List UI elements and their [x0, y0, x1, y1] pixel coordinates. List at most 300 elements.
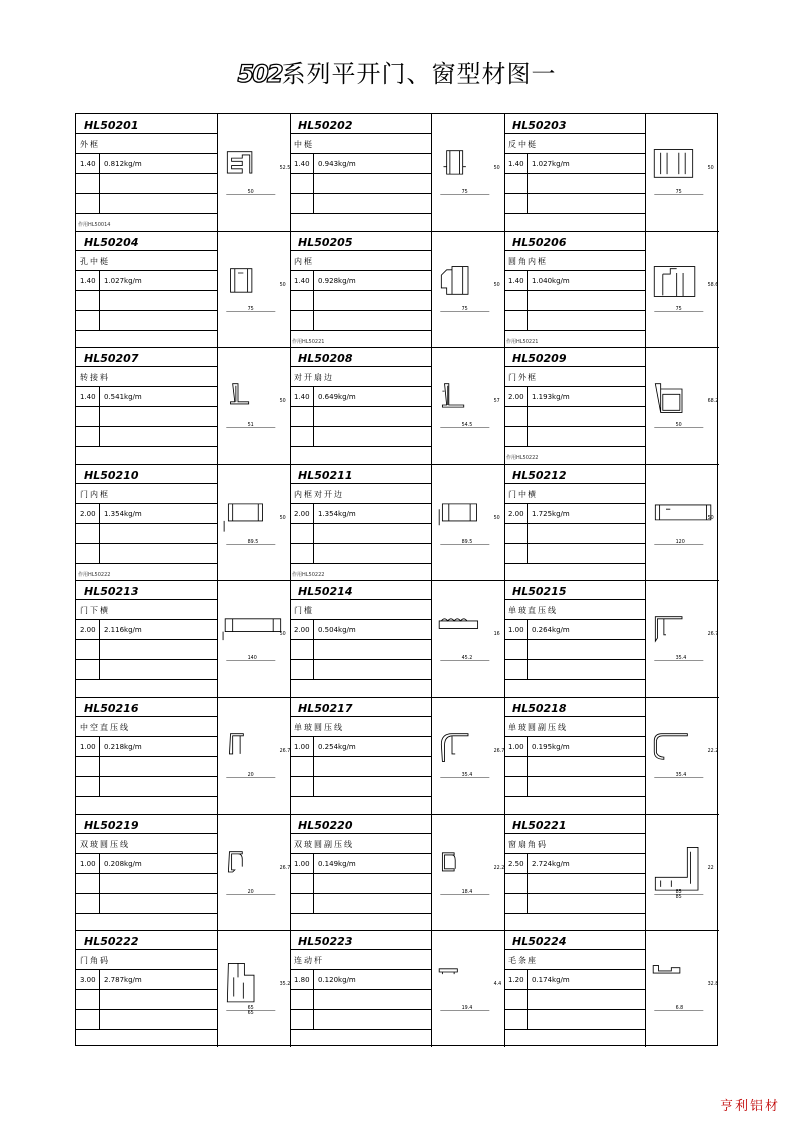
profile-section-drawing	[650, 586, 719, 690]
spec-row	[76, 464, 218, 484]
spec-row	[290, 544, 432, 564]
dimension-label: 50	[707, 515, 714, 521]
dimension-label: 32.8	[707, 981, 719, 987]
spec-row	[290, 834, 432, 854]
profile-catalog-grid	[75, 113, 718, 1046]
spec-row	[504, 544, 646, 564]
spec-row	[76, 427, 218, 447]
spec-row	[290, 854, 432, 874]
spec-column-divider	[527, 970, 528, 1030]
profile-weight: 0.195kg/m	[532, 743, 570, 751]
profile-name: 双玻圆副压线	[294, 840, 354, 849]
profile-name: 单玻直压线	[508, 606, 558, 615]
profile-code: HL50218	[512, 702, 567, 715]
dimension-label: 35.4	[675, 655, 687, 661]
spec-row	[290, 231, 432, 251]
profile-spec-table	[290, 814, 432, 931]
profile-thickness: 2.00	[508, 393, 524, 401]
profile-cell	[76, 697, 290, 814]
profile-spec-table	[76, 930, 218, 1047]
profile-cell	[504, 814, 718, 931]
profile-cell	[290, 814, 504, 931]
spec-row	[76, 950, 218, 970]
profile-outline	[655, 617, 682, 642]
spec-column-divider	[527, 854, 528, 914]
spec-row	[290, 504, 432, 524]
profile-thickness: 2.00	[294, 626, 310, 634]
spec-row	[504, 950, 646, 970]
spec-row	[504, 427, 646, 447]
dimension-label: 18.4	[461, 889, 473, 895]
spec-row	[504, 174, 646, 194]
spec-column-divider	[99, 387, 100, 447]
profile-note: 作用HL50014	[78, 222, 111, 228]
spec-column-divider	[99, 504, 100, 564]
profile-spec-table	[504, 580, 646, 697]
spec-row	[76, 874, 218, 894]
profile-thickness: 3.00	[80, 976, 96, 984]
profile-weight: 1.354kg/m	[318, 510, 356, 518]
dimension-label: 35.4	[461, 772, 473, 778]
dimension-label: 20	[247, 889, 254, 895]
profile-cell	[504, 930, 718, 1047]
profile-thickness: 1.40	[80, 160, 96, 168]
spec-row	[76, 757, 218, 777]
profile-spec-table	[504, 114, 646, 231]
profile-cell	[76, 580, 290, 697]
profile-outline	[655, 847, 698, 890]
profile-weight: 2.724kg/m	[532, 860, 570, 868]
profile-cell	[290, 580, 504, 697]
dimension-label: 50	[279, 631, 286, 637]
spec-row	[76, 347, 218, 367]
spec-row	[290, 291, 432, 311]
dimension-label: 50	[247, 189, 254, 195]
dimension-label: 16	[493, 631, 500, 637]
profile-spec-table	[76, 697, 218, 814]
dimension-label: 50	[675, 422, 682, 428]
spec-row	[290, 660, 432, 680]
profile-spec-table	[504, 814, 646, 931]
spec-row	[76, 717, 218, 737]
spec-column-divider	[99, 970, 100, 1030]
dimension-label: 50	[279, 515, 286, 521]
spec-row	[76, 134, 218, 154]
profile-outline	[655, 384, 682, 413]
profile-section-drawing	[436, 237, 500, 341]
profile-code: HL50216	[84, 702, 139, 715]
spec-row	[76, 407, 218, 427]
spec-row	[290, 757, 432, 777]
profile-section-drawing	[436, 820, 505, 924]
profile-note: 作用HL50221	[292, 339, 325, 345]
profile-spec-table	[504, 231, 646, 348]
profile-cell	[290, 464, 504, 581]
profile-thickness: 1.00	[294, 743, 310, 751]
profile-cell	[504, 580, 718, 697]
profile-thickness: 2.00	[80, 510, 96, 518]
profile-weight: 2.116kg/m	[104, 626, 142, 634]
profile-code: HL50217	[298, 702, 353, 715]
dimension-label: 4.4	[493, 981, 502, 987]
profile-cell	[290, 231, 504, 348]
profile-name: 外框	[80, 140, 100, 149]
spec-row	[76, 291, 218, 311]
profile-name: 门角码	[80, 956, 110, 965]
dimension-label: 75	[461, 189, 468, 195]
profile-spec-table	[290, 697, 432, 814]
dimension-label: 26.7	[279, 748, 291, 754]
profile-note: 作用HL50222	[292, 572, 325, 578]
spec-row	[504, 970, 646, 990]
page-title	[0, 54, 794, 89]
spec-column-divider	[527, 504, 528, 564]
profile-cell	[504, 114, 718, 231]
profile-outline	[439, 619, 477, 629]
spec-row	[290, 930, 432, 950]
profile-section-drawing	[222, 936, 291, 1040]
spec-row	[290, 620, 432, 640]
spec-column-divider	[99, 154, 100, 214]
spec-row	[76, 311, 218, 331]
profile-section-drawing	[650, 470, 714, 574]
profile-weight: 0.149kg/m	[318, 860, 356, 868]
profile-weight: 1.027kg/m	[532, 160, 570, 168]
profile-weight: 0.943kg/m	[318, 160, 356, 168]
spec-row	[76, 814, 218, 834]
profile-cell	[76, 930, 290, 1047]
spec-row	[76, 580, 218, 600]
profile-code: HL50201	[84, 119, 139, 132]
profile-thickness: 1.20	[508, 976, 524, 984]
spec-column-divider	[527, 154, 528, 214]
dimension-label: 85	[675, 889, 682, 895]
spec-row	[76, 834, 218, 854]
spec-row	[290, 777, 432, 797]
profile-weight: 1.725kg/m	[532, 510, 570, 518]
title-text: 系列平开门、窗型材图一	[281, 60, 557, 88]
spec-row	[290, 387, 432, 407]
spec-row	[76, 894, 218, 914]
profile-outline	[228, 852, 242, 872]
dimension-label: 65	[247, 1011, 254, 1017]
spec-row	[504, 874, 646, 894]
dimension-label: 75	[461, 306, 468, 312]
profile-name: 双玻圆压线	[80, 840, 130, 849]
dimension-label: 75	[675, 189, 682, 195]
profile-spec-table	[504, 697, 646, 814]
spec-row	[76, 154, 218, 174]
spec-row	[290, 174, 432, 194]
dimension-label: 51	[247, 422, 254, 428]
profile-section-drawing	[436, 470, 500, 574]
spec-row	[504, 291, 646, 311]
profile-code: HL50215	[512, 585, 567, 598]
spec-row	[290, 367, 432, 387]
profile-weight: 1.193kg/m	[532, 393, 570, 401]
profile-code: HL50211	[298, 469, 353, 482]
profile-outline	[653, 966, 680, 973]
profile-name: 对开扇边	[294, 373, 334, 382]
profile-spec-table	[290, 930, 432, 1047]
profile-code: HL50213	[84, 585, 139, 598]
spec-row	[76, 970, 218, 990]
dimension-label: 26.7	[707, 631, 719, 637]
spec-column-divider	[527, 620, 528, 680]
dimension-label: 26.7	[493, 748, 505, 754]
spec-row	[504, 1010, 646, 1030]
spec-row	[504, 600, 646, 620]
spec-column-divider	[99, 620, 100, 680]
profile-code: HL50222	[84, 935, 139, 948]
spec-row	[76, 271, 218, 291]
profile-cell	[504, 464, 718, 581]
profile-cell	[290, 930, 504, 1047]
profile-outline	[441, 734, 468, 762]
dimension-label: 65	[247, 1005, 254, 1011]
profile-code: HL50212	[512, 469, 567, 482]
profile-code: HL50223	[298, 935, 353, 948]
dimension-label: 50	[493, 165, 500, 171]
profile-spec-table	[76, 114, 218, 231]
profile-name: 孔中梃	[80, 257, 110, 266]
dimension-label: 19.4	[461, 1005, 473, 1011]
profile-weight: 2.787kg/m	[104, 976, 142, 984]
spec-row	[290, 271, 432, 291]
profile-outline	[224, 504, 262, 532]
profile-cell	[76, 231, 290, 348]
spec-column-divider	[99, 737, 100, 797]
spec-row	[76, 251, 218, 271]
profile-code: HL50219	[84, 819, 139, 832]
profile-section-drawing	[650, 703, 719, 807]
profile-outline	[231, 269, 252, 292]
dimension-label: 75	[675, 306, 682, 312]
profile-spec-table	[504, 930, 646, 1047]
spec-row	[290, 737, 432, 757]
spec-row	[504, 464, 646, 484]
profile-name: 内框	[294, 257, 314, 266]
spec-row	[504, 757, 646, 777]
profile-thickness: 1.40	[80, 393, 96, 401]
spec-row	[290, 600, 432, 620]
profile-code: HL50204	[84, 236, 139, 249]
profile-name: 门中横	[508, 490, 538, 499]
profile-thickness: 1.40	[80, 277, 96, 285]
spec-row	[76, 1010, 218, 1030]
profile-section-drawing	[436, 586, 500, 690]
profile-cell	[290, 697, 504, 814]
profile-name: 内框对开边	[294, 490, 344, 499]
spec-row	[290, 134, 432, 154]
spec-column-divider	[527, 737, 528, 797]
spec-row	[290, 814, 432, 834]
profile-thickness: 1.40	[294, 393, 310, 401]
profile-spec-table	[76, 231, 218, 348]
profile-thickness: 1.40	[294, 160, 310, 168]
spec-row	[290, 464, 432, 484]
spec-row	[290, 717, 432, 737]
spec-row	[290, 311, 432, 331]
profile-cell	[76, 114, 290, 231]
spec-row	[504, 717, 646, 737]
profile-thickness: 2.50	[508, 860, 524, 868]
spec-row	[504, 154, 646, 174]
spec-row	[290, 427, 432, 447]
dimension-label: 89.5	[247, 539, 259, 545]
spec-row	[76, 854, 218, 874]
spec-row	[504, 367, 646, 387]
profile-section-drawing	[650, 237, 719, 341]
profile-spec-table	[290, 464, 432, 581]
profile-thickness: 2.00	[80, 626, 96, 634]
profile-thickness: 1.00	[508, 743, 524, 751]
profile-weight: 0.812kg/m	[104, 160, 142, 168]
profile-outline	[655, 505, 710, 520]
spec-column-divider	[313, 387, 314, 447]
dimension-label: 35.4	[675, 772, 687, 778]
profile-cell	[76, 464, 290, 581]
spec-row	[504, 231, 646, 251]
profile-section-drawing	[222, 120, 291, 224]
profile-spec-table	[76, 580, 218, 697]
profile-thickness: 1.00	[80, 743, 96, 751]
title-series-number: 502	[237, 60, 282, 88]
profile-spec-table	[290, 114, 432, 231]
profile-outline	[229, 734, 243, 754]
profile-note: 作用HL50221	[506, 339, 539, 345]
spec-row	[76, 174, 218, 194]
spec-row	[290, 524, 432, 544]
profile-weight: 0.928kg/m	[318, 277, 356, 285]
spec-column-divider	[313, 854, 314, 914]
spec-row	[76, 777, 218, 797]
profile-weight: 0.208kg/m	[104, 860, 142, 868]
profile-name: 反中梃	[508, 140, 538, 149]
spec-column-divider	[313, 504, 314, 564]
profile-thickness: 1.40	[508, 160, 524, 168]
profile-code: HL50205	[298, 236, 353, 249]
profile-name: 中梃	[294, 140, 314, 149]
spec-row	[76, 660, 218, 680]
profile-spec-table	[290, 580, 432, 697]
spec-row	[290, 990, 432, 1010]
profile-outline	[227, 152, 252, 173]
spec-row	[504, 777, 646, 797]
profile-name: 门下横	[80, 606, 110, 615]
spec-row	[76, 544, 218, 564]
profile-section-drawing	[222, 237, 286, 341]
spec-row	[504, 580, 646, 600]
spec-row	[76, 524, 218, 544]
spec-row	[76, 640, 218, 660]
profile-name: 连动杆	[294, 956, 324, 965]
spec-row	[290, 194, 432, 214]
spec-row	[290, 1010, 432, 1030]
profile-weight: 0.264kg/m	[532, 626, 570, 634]
spec-column-divider	[313, 737, 314, 797]
profile-code: HL50207	[84, 352, 139, 365]
spec-row	[76, 484, 218, 504]
spec-row	[290, 950, 432, 970]
spec-row	[504, 251, 646, 271]
spec-row	[290, 154, 432, 174]
profile-name: 门内框	[80, 490, 110, 499]
spec-row	[504, 620, 646, 640]
spec-row	[504, 854, 646, 874]
profile-thickness: 1.80	[294, 976, 310, 984]
spec-row	[76, 990, 218, 1010]
dimension-label: 35.2	[279, 981, 291, 987]
profile-weight: 0.649kg/m	[318, 393, 356, 401]
dimension-label: 22	[707, 865, 714, 871]
profile-spec-table	[76, 814, 218, 931]
spec-row	[76, 930, 218, 950]
spec-row	[290, 347, 432, 367]
dimension-label: 20	[247, 772, 254, 778]
profile-section-drawing	[436, 353, 500, 457]
profile-section-drawing	[222, 586, 286, 690]
profile-section-drawing	[650, 353, 719, 457]
spec-row	[504, 737, 646, 757]
spec-column-divider	[99, 271, 100, 331]
spec-row	[76, 620, 218, 640]
spec-row	[290, 251, 432, 271]
dimension-label: 50	[279, 282, 286, 288]
profile-weight: 0.120kg/m	[318, 976, 356, 984]
spec-row	[76, 737, 218, 757]
profile-thickness: 1.00	[508, 626, 524, 634]
dimension-label: 50	[707, 165, 714, 171]
profile-thickness: 1.00	[294, 860, 310, 868]
spec-row	[290, 580, 432, 600]
profile-name: 中空直压线	[80, 723, 130, 732]
profile-weight: 0.254kg/m	[318, 743, 356, 751]
profile-outline	[442, 384, 463, 407]
dimension-label: 54.5	[461, 422, 473, 428]
spec-row	[290, 484, 432, 504]
profile-note: 作用HL50222	[78, 572, 111, 578]
spec-row	[504, 930, 646, 950]
profile-weight: 0.174kg/m	[532, 976, 570, 984]
spec-column-divider	[527, 387, 528, 447]
spec-row	[504, 484, 646, 504]
dimension-label: 45.2	[461, 655, 473, 661]
dimension-label: 75	[247, 306, 254, 312]
profile-section-drawing	[436, 120, 500, 224]
dimension-label: 22.2	[493, 865, 505, 871]
profile-outline	[654, 150, 692, 178]
dimension-label: 50	[493, 515, 500, 521]
profile-cell	[504, 231, 718, 348]
profile-thickness: 1.40	[294, 277, 310, 285]
spec-column-divider	[313, 271, 314, 331]
profile-weight: 1.027kg/m	[104, 277, 142, 285]
spec-row	[504, 407, 646, 427]
spec-row	[290, 874, 432, 894]
profile-weight: 1.040kg/m	[532, 277, 570, 285]
spec-row	[76, 194, 218, 214]
profile-spec-table	[504, 464, 646, 581]
spec-row	[504, 894, 646, 914]
profile-section-drawing	[222, 703, 291, 807]
spec-row	[504, 311, 646, 331]
spec-row	[290, 697, 432, 717]
profile-weight: 0.504kg/m	[318, 626, 356, 634]
profile-section-drawing	[222, 470, 286, 574]
profile-name: 门槛	[294, 606, 314, 615]
spec-row	[76, 367, 218, 387]
